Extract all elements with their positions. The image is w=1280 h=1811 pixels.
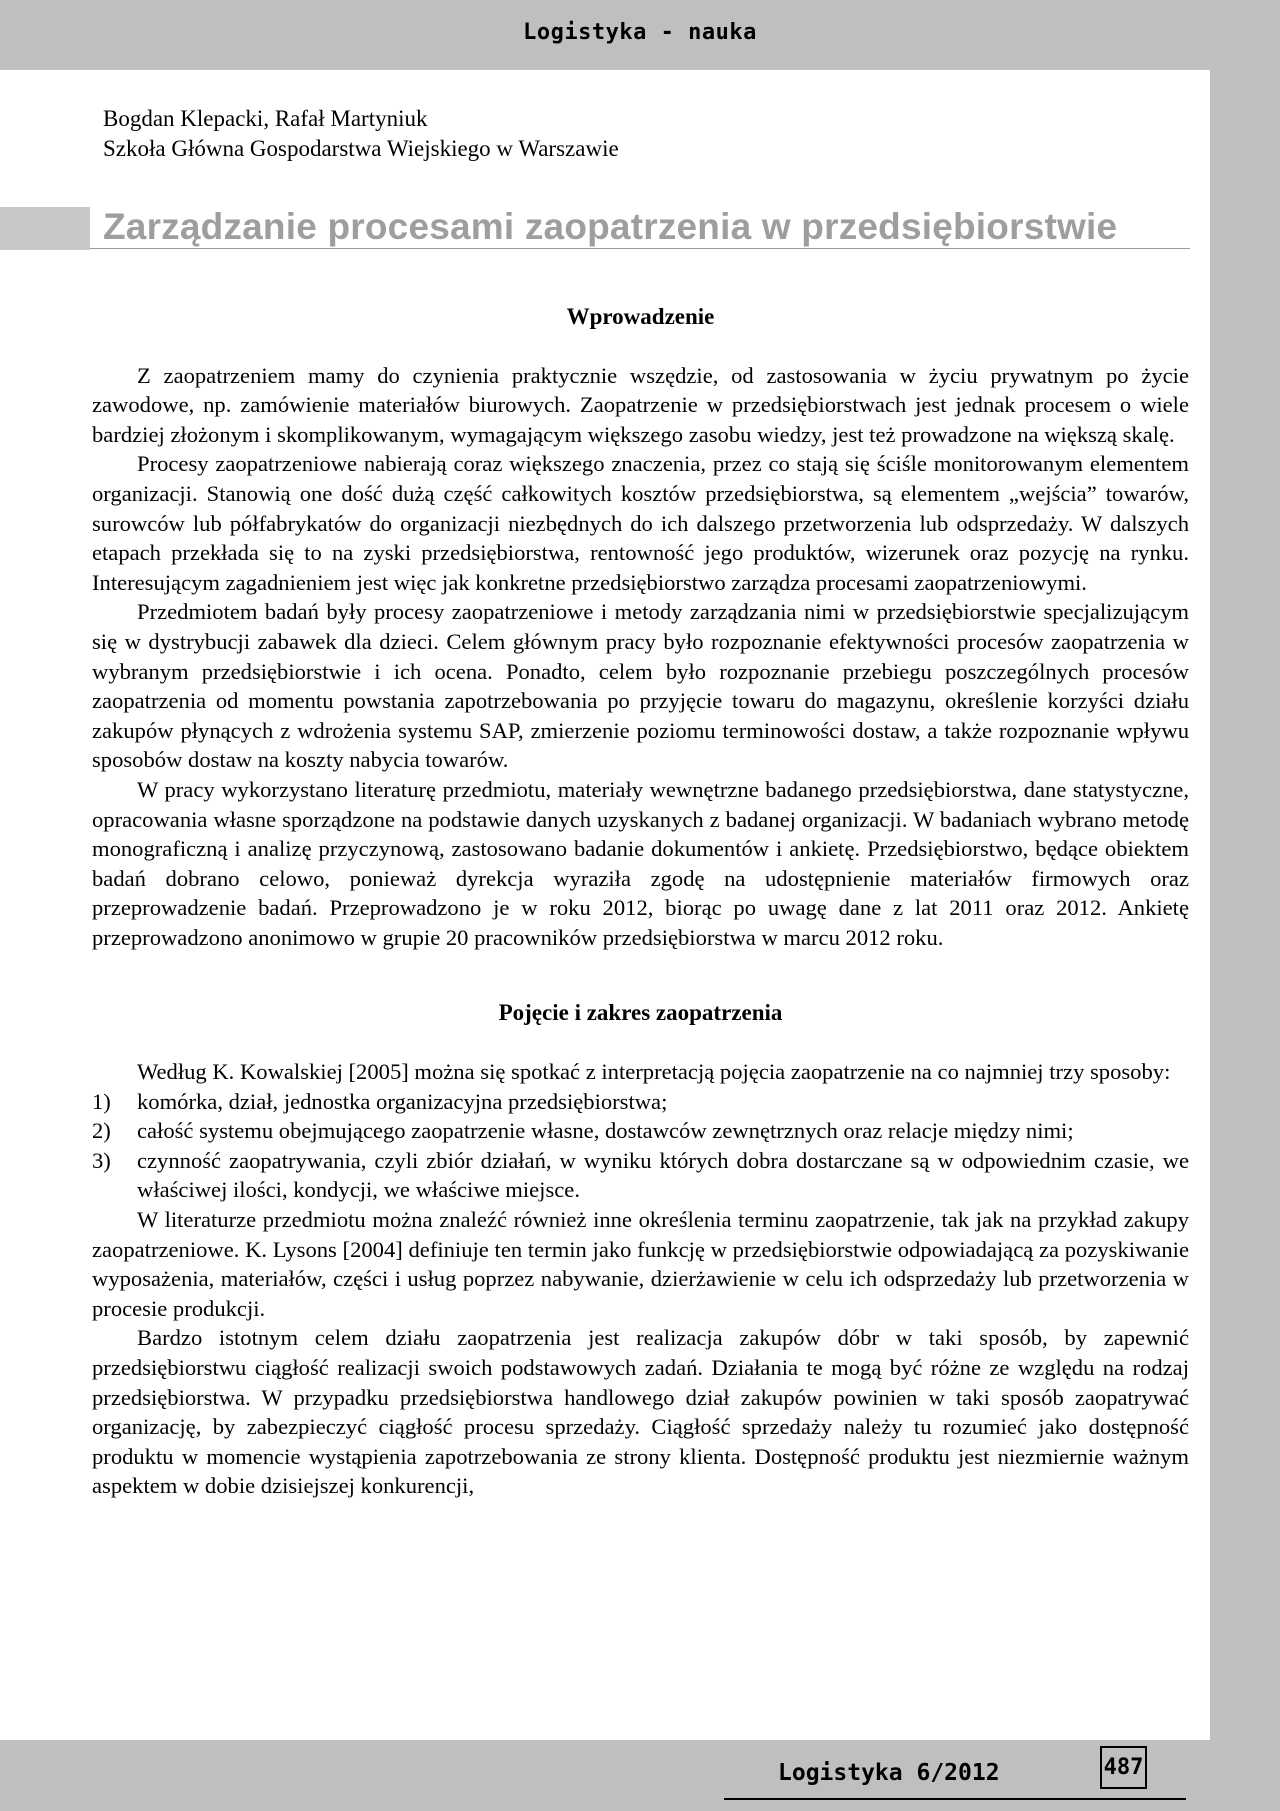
- paragraph: Według K. Kowalskiej [2005] można się spotkać z interpretacją pojęcia zaopatrzenie na co najmniej trzy sposoby:: [137, 1059, 1171, 1085]
- author-block: [103, 104, 619, 164]
- paragraph: W pracy wykorzystano literaturę przedmiotu, materiały wewnętrzne badanego przedsiębiorstwa, dane statystyczne, opracowania własne sporządzone na podstawie danych uzyskanych z badanej organizacji. W badaniach wybrano metodę monograficzną i analizę przyczynową, zastosowano badanie dokumentów i ankietę. Przedsiębiorstwo, będące obiektem badań dobrano celowo, ponieważ dyrekcja wyraziła zgodę na udostępnienie materiałów firmowych oraz przeprowadzenie badań. Przeprowadzono je w roku 2012, biorąc po uwagę dane z lat 2011 oraz 2012. Ankietę przeprowadzono anonimowo w grupie 20 pracowników przedsiębiorstwa w marcu 2012 roku.: [92, 776, 1189, 950]
- paragraph: Procesy zaopatrzeniowe nabierają coraz większego znaczenia, przez co stają się ściśle monitorowanym elementem organizacji. Stanowią one dość dużą część całkowitych kosztów przedsiębiorstwa, są elementem „wejścia” towarów, surowców lub półfabrykatów do organizacji niezbędnych do ich dalszego przetworzenia lub odsprzedaży. W dalszych etapach przekłada się to na zyski przedsiębiorstwa, rentowność jego produktów, wizerunek oraz pozycję na rynku. Interesującym zagadnieniem jest więc jak konkretne przedsiębiorstwo zarządza procesami zaopatrzeniowymi.: [92, 451, 1189, 595]
- list-item: [92, 1116, 1189, 1146]
- list-number: 3): [92, 1147, 111, 1173]
- paragraph: Przedmiotem badań były procesy zaopatrzeniowe i metody zarządzania nimi w przedsiębiorstwie specjalizującym się w dystrybucji zabawek dla dzieci. Celem głównym pracy było rozpoznanie efektywności procesów zaopatrzenia w wybranym przedsiębiorstwie i ich ocena. Ponadto, celem było rozpoznanie przebiegu poszczególnych procesów zaopatrzenia od momentu powstania zapotrzebowania po przyjęcie towaru do magazynu, określenie korzyści działu zakupów płynących z wdrożenia systemu SAP, zmierzenie poziomu terminowości dostaw, a także rozpoznanie wpływu sposobów dostaw na koszty nabycia towarów.: [92, 599, 1189, 773]
- paragraph: Z zaopatrzeniem mamy do czynienia praktycznie wszędzie, od zastosowania w życiu prywatnym po życie zawodowe, np. zamówienie materiałów biurowych. Zaopatrzenie w przedsiębiorstwach jest jednak procesem o wiele bardziej złożonym i skomplikowanym, wymagającym większego zasobu wiedzy, jest też prowadzone na większą skalę.: [92, 362, 1189, 447]
- footer-journal-issue: Logistyka 6/2012: [778, 1760, 1000, 1786]
- article-title: Zarządzanie procesami zaopatrzenia w przedsiębiorstwie: [103, 206, 1118, 247]
- running-header: [0, 0, 1280, 70]
- list-number: 2): [92, 1118, 111, 1144]
- running-header-title: Logistyka - nauka: [523, 20, 757, 45]
- title-accent-band: [0, 207, 90, 250]
- section-heading-concept: Pojęcie i zakres zaopatrzenia: [498, 1000, 783, 1026]
- list-text: komórka, dział, jednostka organizacyjna przedsiębiorstwa;: [137, 1088, 668, 1114]
- list-text: czynność zaopatrywania, czyli zbiór działań, w wyniku których dobra dostarczane są w odpowiednim czasie, we właściwej ilości, kondycji, we właściwe miejsce.: [137, 1147, 1189, 1203]
- title-underline: [90, 248, 1190, 249]
- list-number: 1): [92, 1088, 111, 1114]
- page-number: 487: [1100, 1746, 1147, 1789]
- article-body: [92, 302, 1189, 1501]
- definition-list: [92, 1087, 1189, 1205]
- list-item: [92, 1146, 1189, 1205]
- author-affiliation: Szkoła Główna Gospodarstwa Wiejskiego w Warszawie: [103, 136, 619, 161]
- paragraph: Bardzo istotnym celem działu zaopatrzenia jest realizacja zakupów dóbr w taki sposób, by zapewnić przedsiębiorstwu ciągłość realizacji swoich podstawowych zadań. Działania te mogą być różne ze względu na rodzaj przedsiębiorstwa. W przypadku przedsiębiorstwa handlowego dział zakupów powinien w taki sposób zaopatrywać organizację, by zabezpieczyć ciągłość procesu sprzedaży. Ciągłość sprzedaży należy tu rozumieć jako dostępność produktu w momencie wystąpienia zapotrzebowania ze strony klienta. Dostępność produktu jest niezmiernie ważnym aspektem w dobie dzisiejszej konkurencji,: [92, 1325, 1189, 1499]
- footer-rule: [724, 1798, 1186, 1800]
- list-text: całość systemu obejmującego zaopatrzenie własne, dostawców zewnętrznych oraz relacje między nimi;: [137, 1118, 1074, 1144]
- section-heading-intro: Wprowadzenie: [566, 304, 715, 329]
- paragraph: W literaturze przedmiotu można znaleźć również inne określenia terminu zaopatrzenie, tak jak na przykład zakupy zaopatrzeniowe. K. Lysons [2004] definiuje ten termin jako funkcję w przedsiębiorstwie odpowiadającą za pozyskiwanie wyposażenia, materiałów, części i usług poprzez nabywanie, dzierżawienie w celu ich odsprzedaży lub przetworzenia w procesie produkcji.: [92, 1207, 1189, 1321]
- list-item: [92, 1087, 1189, 1117]
- author-names: Bogdan Klepacki, Rafał Martyniuk: [103, 106, 428, 131]
